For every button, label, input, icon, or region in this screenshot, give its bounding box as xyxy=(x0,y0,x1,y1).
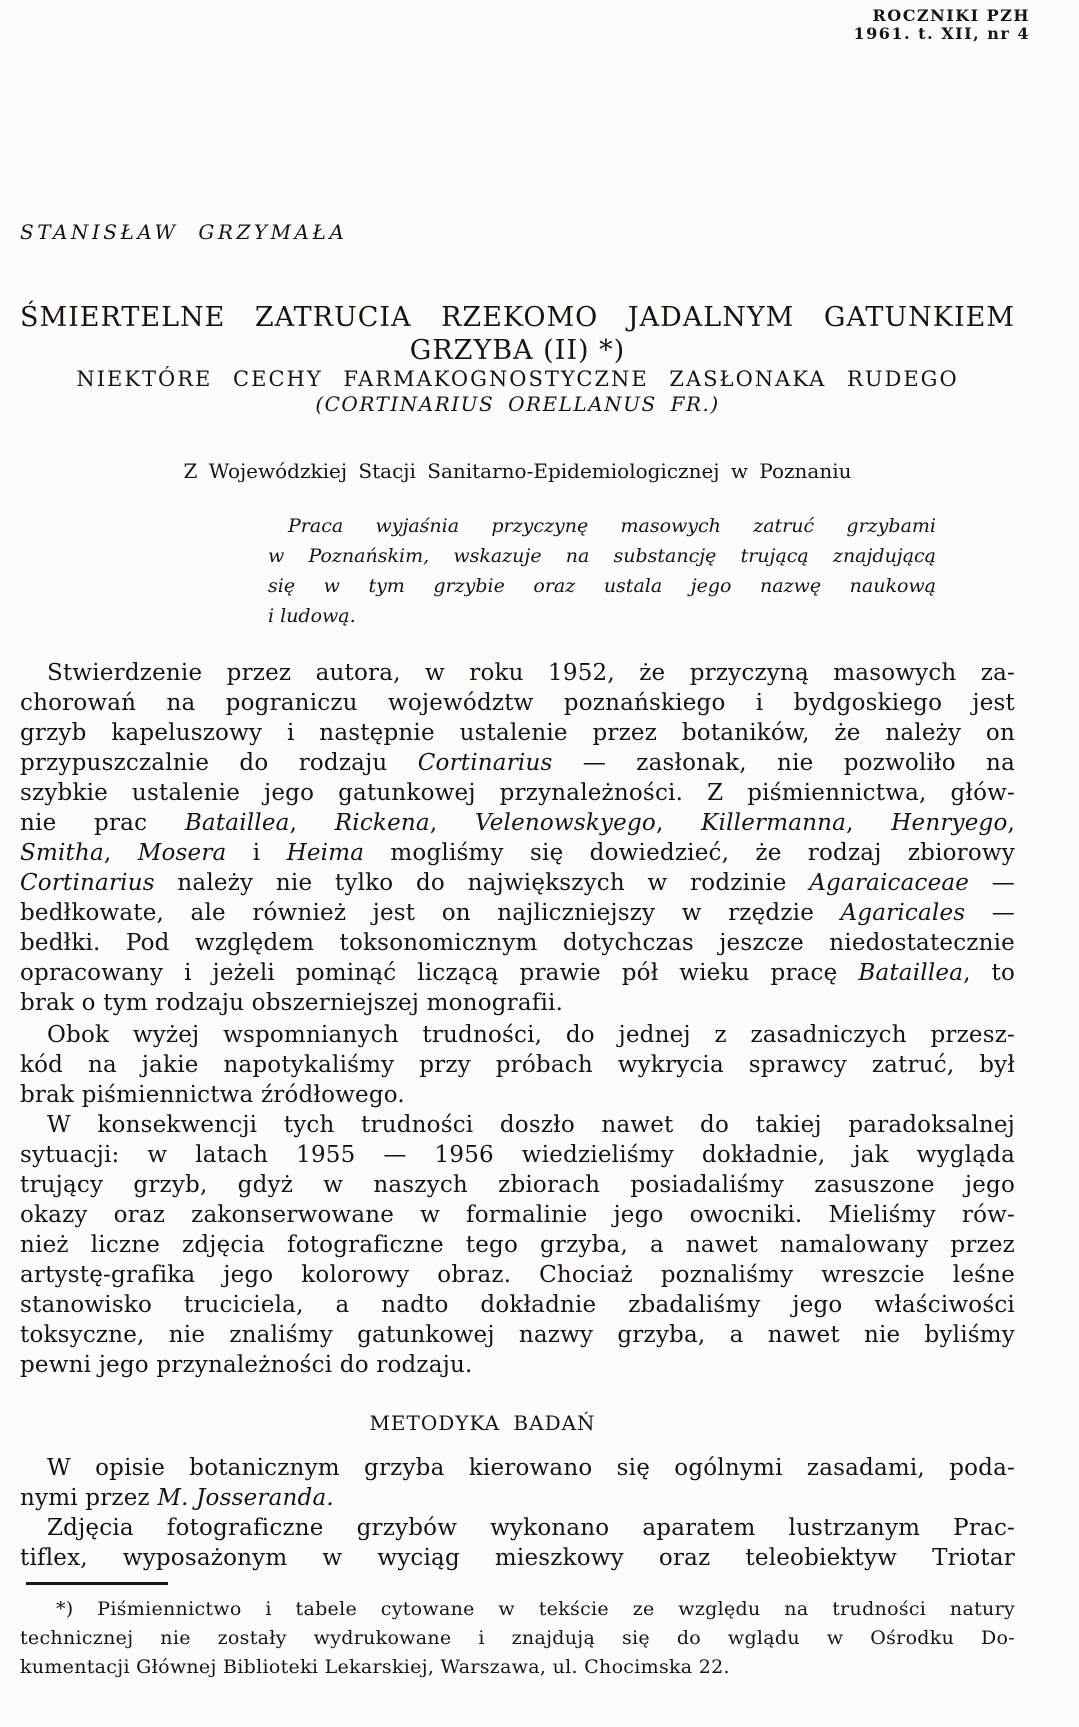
text-segment: mogliśmy się dowiedzieć, że rodzaj zbiorowy xyxy=(364,840,1015,866)
text-segment: W konsekwencji tych trudności doszło nawet do takiej paradoksalnej xyxy=(47,1112,1015,1138)
italic-text-segment: Rickena xyxy=(334,810,430,836)
text-line xyxy=(20,1110,1015,1140)
italic-text-segment: Cortinarius xyxy=(417,750,553,776)
text-segment: , xyxy=(289,810,335,836)
journal-title: ROCZNIKI PZH xyxy=(872,6,1030,25)
text-segment: *) Piśmiennictwo i tabele cytowane w tekście ze względu na trudności natury xyxy=(56,1598,1015,1620)
text-segment: Praca wyjaśnia przyczynę masowych zatruć grzybami xyxy=(288,515,936,537)
text-segment: stanowisko truciciela, a nadto dokładnie zbadaliśmy jego właściwości xyxy=(20,1292,1015,1318)
text-segment: brak piśmiennictwa źródłowego. xyxy=(20,1082,405,1108)
text-segment: nymi przez xyxy=(20,1485,158,1511)
text-line xyxy=(20,1483,1015,1513)
text-line xyxy=(20,808,1015,838)
italic-text-segment: Agaraicaceae xyxy=(809,870,970,896)
text-segment: , xyxy=(429,810,475,836)
text-segment: — xyxy=(969,870,1015,896)
methods-paragraph-1 xyxy=(20,1453,1015,1513)
article-title-line2: GRZYBA (II) *) xyxy=(409,335,626,366)
italic-text-segment: Agaricales xyxy=(840,900,966,926)
journal-header xyxy=(854,7,1031,43)
text-segment: W opisie botanicznym grzyba kierowano się ogólnymi zasadami, poda- xyxy=(47,1455,1015,1481)
text-line xyxy=(20,1543,1015,1573)
text-segment: opracowany i jeżeli pominąć liczącą prawie pół wieku pracę xyxy=(20,960,859,986)
italic-text-segment: Smitha xyxy=(20,840,104,866)
text-segment: Zdjęcia fotograficzne grzybów wykonano aparatem lustrzanym Prac- xyxy=(47,1515,1015,1541)
italic-text-segment: Bataillea xyxy=(858,960,964,986)
text-line xyxy=(20,1020,1015,1050)
author-name: STANISŁAW GRZYMAŁA xyxy=(20,220,348,244)
text-line xyxy=(20,1513,1015,1543)
text-line xyxy=(20,1320,1015,1350)
text-line xyxy=(20,748,1015,778)
italic-text-segment: Velenowskyego xyxy=(475,810,656,836)
text-segment: , xyxy=(655,810,702,836)
article-latin-name: (CORTINARIUS ORELLANUS FR.) xyxy=(315,392,720,416)
text-segment: , to xyxy=(963,960,1015,986)
text-segment: bedłki. Pod względem toksonomicznym dotychczas jeszcze niedostatecznie xyxy=(20,930,1015,956)
text-line xyxy=(20,1080,1015,1110)
text-line xyxy=(20,1170,1015,1200)
text-segment: technicznej nie zostały wydrukowane i znajdują się do wglądu w Ośrodku Do- xyxy=(20,1627,1015,1649)
italic-text-segment: Bataillea xyxy=(184,810,290,836)
article-title-line1: ŚMIERTELNE ZATRUCIA RZEKOMO JADALNYM GATUNKIEM xyxy=(20,302,1015,333)
text-line xyxy=(20,868,1015,898)
text-segment: bedłkowate, ale również jest on najliczniejszy w rzędzie xyxy=(20,900,841,926)
text-segment: chorowań na pograniczu województw poznańskiego i bydgoskiego jest xyxy=(20,690,1015,716)
text-line xyxy=(20,988,1015,1018)
footnote-divider xyxy=(26,1582,168,1585)
text-segment: przypuszczalnie do rodzaju xyxy=(20,750,418,776)
text-segment: się w tym grzybie oraz ustala jego nazwę naukową xyxy=(268,575,936,597)
text-segment: grzyb kapeluszowy i następnie ustalenie przez botaników, że należy on xyxy=(20,720,1015,746)
text-segment: — xyxy=(965,900,1015,926)
abstract-block xyxy=(268,511,936,631)
article-subtitle: NIEKTÓRE CECHY FARMAKOGNOSTYCZNE ZASŁONAKA RUDEGO xyxy=(76,367,959,391)
italic-text-segment: Henryego xyxy=(891,810,1008,836)
text-line xyxy=(20,1350,1015,1380)
text-line xyxy=(20,1140,1015,1170)
italic-text-segment: Cortinarius xyxy=(20,870,155,896)
text-line xyxy=(20,1595,1015,1624)
body-paragraph-2 xyxy=(20,1020,1015,1110)
text-line xyxy=(268,541,936,571)
text-line xyxy=(20,1260,1015,1290)
text-segment: tiflex, wyposażonym w wyciąg mieszkowy oraz teleobiektyw Triotar xyxy=(20,1545,1015,1571)
text-segment: Obok wyżej wspomnianych trudności, do jednej z zasadniczych przesz- xyxy=(47,1022,1015,1048)
text-segment: artystę-grafika jego kolorowy obraz. Chociaż poznaliśmy wreszcie leśne xyxy=(20,1262,1015,1288)
text-segment: trujący grzyb, gdyż w naszych zbiorach posiadaliśmy zasuszone jego xyxy=(20,1172,1015,1198)
text-line xyxy=(20,898,1015,928)
text-segment: okazy oraz zakonserwowane w formalinie jego owocniki. Mieliśmy rów- xyxy=(20,1202,1015,1228)
text-line xyxy=(20,778,1015,808)
text-line xyxy=(20,658,1015,688)
text-segment: , xyxy=(1007,810,1016,836)
text-segment: należy nie tylko do największych w rodzinie xyxy=(154,870,810,896)
text-line xyxy=(20,928,1015,958)
text-line xyxy=(20,1453,1015,1483)
italic-text-segment: Killermanna xyxy=(701,810,847,836)
text-line xyxy=(20,838,1015,868)
body-paragraph-1 xyxy=(20,658,1015,1018)
italic-text-segment: M. Josseranda. xyxy=(157,1485,334,1511)
text-segment: i xyxy=(226,840,287,866)
text-segment: sytuacji: w latach 1955 — 1956 wiedzieliśmy dokładnie, jak wygląda xyxy=(20,1142,1015,1168)
text-line xyxy=(268,571,936,601)
text-segment: pewni jego przynależności do rodzaju. xyxy=(20,1352,473,1378)
text-line xyxy=(20,1290,1015,1320)
journal-issue: 1961. t. XII, nr 4 xyxy=(853,24,1030,43)
text-line xyxy=(20,1624,1015,1653)
text-segment: brak o tym rodzaju obszerniejszej monografii. xyxy=(20,990,564,1016)
methods-paragraph-2 xyxy=(20,1513,1015,1573)
text-line xyxy=(20,1230,1015,1260)
text-segment: kumentacji Głównej Biblioteki Lekarskiej, Warszawa, ul. Chocimska 22. xyxy=(20,1656,730,1678)
text-segment: w Poznańskim, wskazuje na substancję trującą znajdującą xyxy=(268,545,936,567)
text-line xyxy=(20,1653,1015,1682)
italic-text-segment: Mosera xyxy=(137,840,227,866)
section-heading-metodyka: METODYKA BADAŃ xyxy=(369,1411,596,1435)
text-segment: i ludową. xyxy=(268,605,356,627)
text-line xyxy=(268,511,936,541)
text-segment: szybkie ustalenie jego gatunkowej przynależności. Z piśmiennictwa, głów- xyxy=(20,780,1015,806)
text-segment: kód na jakie napotykaliśmy przy próbach wykrycia sprawcy zatruć, był xyxy=(20,1052,1015,1078)
text-line xyxy=(20,688,1015,718)
text-segment: nież liczne zdjęcia fotograficzne tego grzyba, a nawet namalowany przez xyxy=(20,1232,1015,1258)
affiliation-line: Z Wojewódzkiej Stacji Sanitarno-Epidemiologicznej w Poznaniu xyxy=(183,459,852,483)
text-line xyxy=(20,1200,1015,1230)
text-line xyxy=(20,958,1015,988)
text-segment: toksyczne, nie znaliśmy gatunkowej nazwy grzyba, a nawet nie byliśmy xyxy=(20,1322,1015,1348)
text-segment: nie prac xyxy=(20,810,185,836)
text-segment: Stwierdzenie przez autora, w roku 1952, że przyczyną masowych za- xyxy=(47,660,1015,686)
text-line xyxy=(20,1050,1015,1080)
text-line xyxy=(20,718,1015,748)
text-segment: , xyxy=(103,840,138,866)
text-segment: , xyxy=(846,810,892,836)
footnote-block xyxy=(20,1595,1015,1682)
body-paragraph-3 xyxy=(20,1110,1015,1380)
text-segment: — zasłonak, nie pozwoliło na xyxy=(552,750,1015,776)
article-title xyxy=(20,301,1015,367)
text-line xyxy=(268,601,936,631)
italic-text-segment: Heima xyxy=(286,840,365,866)
